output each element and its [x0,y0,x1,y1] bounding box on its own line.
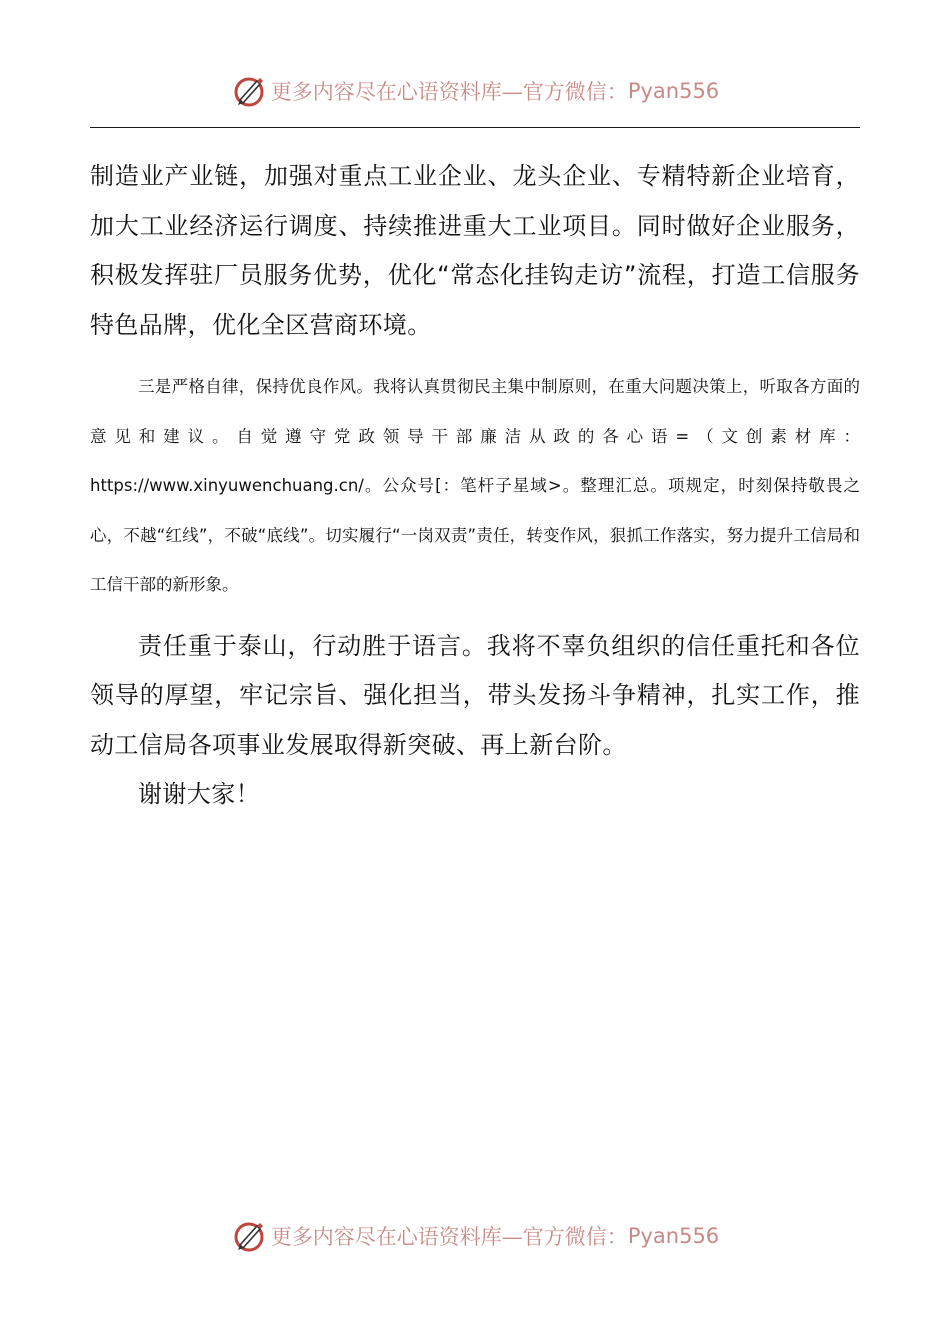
body-paragraph-1: 制造业产业链，加强对重点工业企业、龙头企业、专精特新企业培育，加大工业经济运行调度、持续推进重大工业项目。同时做好企业服务，积极发挥驻厂员服务优势，优化“常态化挂钩走访”流程，打造工信服务特色品牌，优化全区营商环境。 [90,162,860,339]
body-paragraph-3: 责任重于泰山，行动胜于语言。我将不辜负组织的信任重托和各位领导的厚望，牢记宗旨、强化担当，带头发扬斗争精神，扎实工作，推动工信局各项事业发展取得新突破、再上新台阶。 [90,631,860,759]
footer-banner-text: 更多内容尽在心语资料库—官方微信： [270,1225,628,1249]
header-banner-text: 更多内容尽在心语资料库—官方微信： [270,80,628,104]
header-divider [90,127,860,128]
pen-logo-icon [231,1218,267,1254]
body-paragraph-2: 三是严格自律，保持优良作风。我将认真贯彻民主集中制原则，在重大问题决策上，听取各方面的意见和建议。自觉遵守党政领导干部廉洁从政的各心语=（文创素材库：https://www.xinyuwenchuang.cn/。公众号[：笔杆子星域>。整理汇总。项规定，时刻保持敬畏之心，不越“红线”，不破“底线”。切实履行“一岗双责”责任，转变作风，狠抓工作落实，努力提升工信局和工信干部的新形象。 [90,377,860,594]
footer-banner [0,1211,950,1261]
header-banner [0,66,950,116]
document-body [90,152,860,820]
pen-logo-icon [231,73,267,109]
footer-contact-id: Pyan556 [627,1224,720,1248]
header-contact-id: Pyan556 [627,79,720,103]
body-paragraph-closing: 谢谢大家！ [138,780,260,808]
